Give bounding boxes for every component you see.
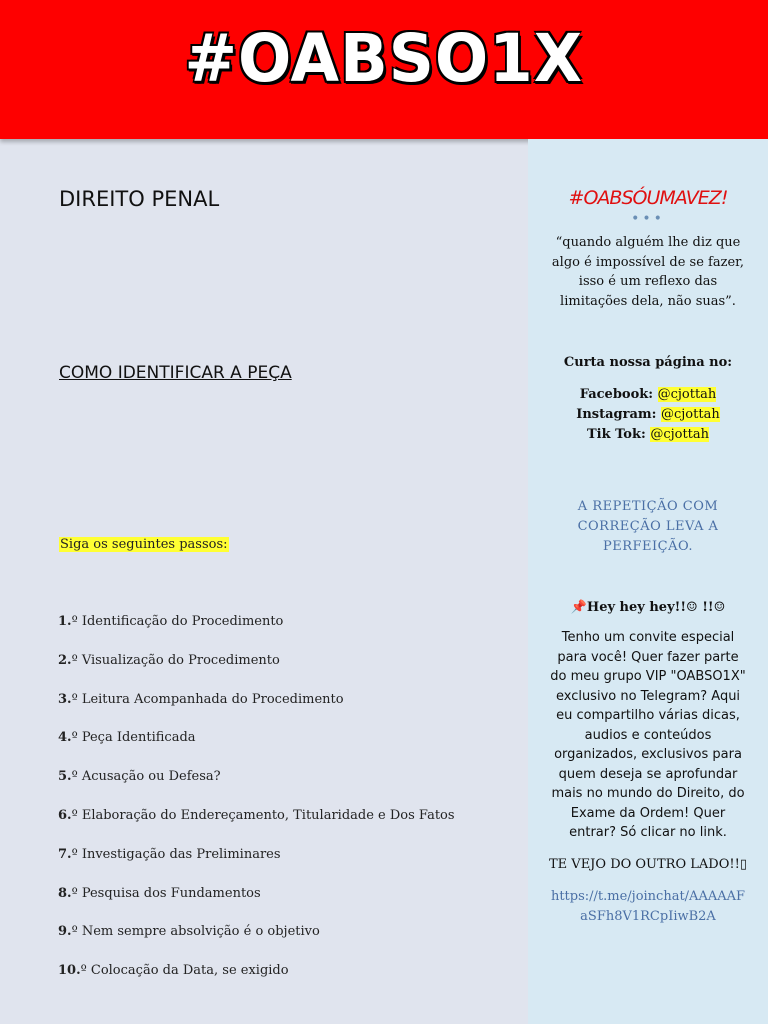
quote: “quando alguém lhe diz que algo é impossível de se fazer, isso é um reflexo das limitações dela, não suas”.: [551, 235, 745, 309]
step-item: 8.º Pesquisa dos Fundamentos: [58, 885, 261, 901]
step-item: 10.º Colocação da Data, se exigido: [58, 963, 289, 979]
steps-intro: Siga os seguintes passos:: [60, 537, 228, 552]
banner-title: #OABSO1X: [184, 20, 584, 97]
slogan: #OABSÓUMAVEZ!: [568, 187, 728, 209]
step-item: 3.º Leitura Acompanhada do Procedimento: [58, 691, 344, 707]
step-item: 5.º Acusação ou Defesa?: [58, 769, 221, 785]
social-facebook: Facebook: @cjottah: [579, 387, 717, 402]
social-handle[interactable]: @cjottah: [661, 407, 720, 422]
missing-glyph-icon: ▯: [739, 856, 747, 872]
social-handle[interactable]: @cjottah: [650, 427, 710, 442]
step-item: 2.º Visualização do Procedimento: [58, 652, 280, 668]
invite-heading: 📌Hey hey hey!!☺ !!☺: [570, 600, 726, 615]
header-banner: [0, 0, 768, 139]
invite-text: Tenho um convite especial para você! Quer fazer parte do meu grupo VIP "OABSO1X" exclusivo no Telegram? Aqui eu compartilho várias dicas, audios e conteúdos organizados, exclusivos para quem deseja se aprofundar mais no mundo do Direito, do Exame da Ordem! Quer entrar? Só clicar no link.: [550, 630, 746, 840]
telegram-link[interactable]: https://t.me/joinchat/AAAAAFaSFh8V1RCpIiwB2A: [550, 888, 746, 924]
step-item: 9.º Nem sempre absolvição é o objetivo: [58, 924, 320, 940]
page-title: DIREITO PENAL: [59, 187, 220, 211]
section-heading: COMO IDENTIFICAR A PEÇA: [59, 363, 292, 383]
social-handle[interactable]: @cjottah: [657, 387, 717, 402]
divider-dots: •••: [631, 211, 665, 227]
step-item: 4.º Peça Identificada: [58, 730, 196, 746]
sidebar: [528, 139, 768, 1024]
social-heading: Curta nossa página no:: [563, 355, 733, 370]
step-item: 7.º Investigação das Preliminares: [58, 846, 281, 862]
social-list: [528, 385, 768, 445]
farewell: TE VEJO DO OUTRO LADO!!▯: [549, 856, 747, 872]
social-tiktok: Tik Tok: @cjottah: [586, 427, 710, 442]
step-item: 1.º Identificação do Procedimento: [58, 614, 284, 629]
steps-list: [58, 614, 455, 1002]
main-content: [0, 139, 528, 1024]
step-item: 6.º Elaboração do Endereçamento, Titularidade e Dos Fatos: [58, 807, 455, 823]
motto: A REPETIÇÃO COM CORREÇÃO LEVA A PERFEIÇÃO.: [577, 499, 719, 554]
social-instagram: Instagram: @cjottah: [576, 407, 720, 422]
